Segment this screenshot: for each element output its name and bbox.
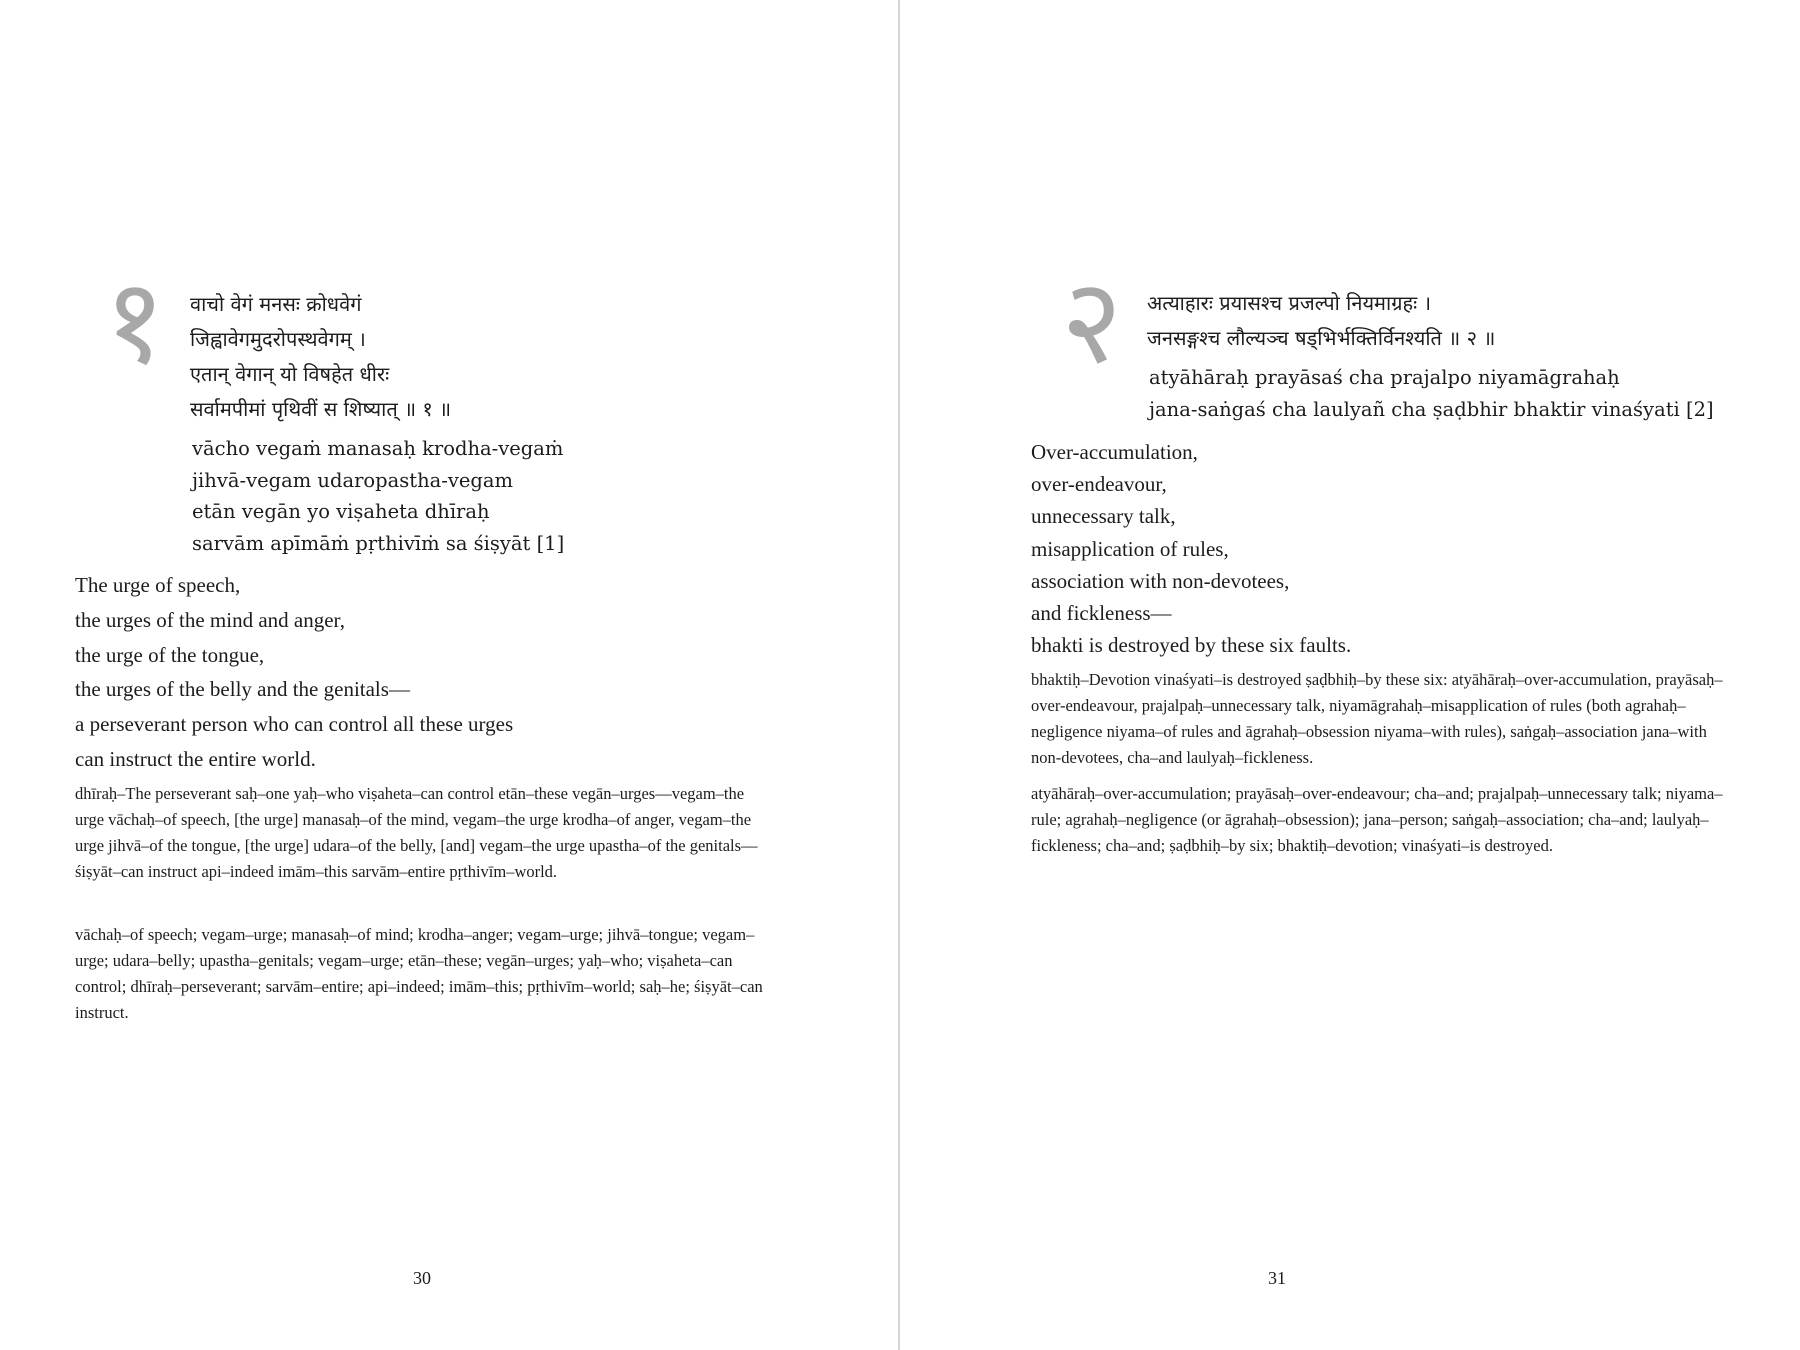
translation: [1031, 436, 1351, 661]
word-synonyms: atyāhāraḥ–over-accumulation; prayāsaḥ–over-endeavour; cha–and; prajalpaḥ–unnecessary talk; niyama–rule; agrahaḥ–negligence (or āgrahaḥ–obsession); jana–person; saṅgaḥ–association; cha–and; laulyaḥ–fickleness; cha–and; ṣaḍbhiḥ–by six; bhaktiḥ–devotion; vinaśyati–is destroyed.: [1031, 784, 1723, 855]
devanagari-line: जनसङ्गश्च लौल्यञ्च षड्भिर्भक्तिर्विनश्यति ॥ २ ॥: [1147, 326, 1496, 350]
translation-line: the urges of the belly and the genitals—: [75, 677, 410, 702]
devanagari-line: जिह्वावेगमुदरोपस्थवेगम् ।: [190, 327, 366, 351]
translation-line: and fickleness—: [1031, 601, 1172, 626]
translation-line: the urges of the mind and anger,: [75, 607, 345, 632]
prose-synonyms: bhaktiḥ–Devotion vinaśyati–is destroyed ṣaḍbhiḥ–by these six: atyāhāraḥ–over-accumulation, prayāsaḥ–over-endeavour, prajalpaḥ–unnecessary talk, niyamāgrahaḥ–misapplication of rules (both agrahaḥ–negligence niyama–of rules and āgrahaḥ–obsession niyama–with rules), saṅgaḥ–association jana–with non-devotees, cha–and laulyaḥ–fickleness.: [1031, 670, 1723, 767]
devanagari-line: सर्वामपीमां पृथिवीं स शिष्यात् ॥ १ ॥: [190, 397, 452, 421]
translation: [75, 568, 513, 777]
devanagari-verse: [1147, 286, 1495, 356]
right-page: [900, 0, 1800, 1350]
word-synonyms: vāchaḥ–of speech; vegam–urge; manasaḥ–of mind; krodha–anger; vegam–urge; jihvā–tongue; vegam–urge; udara–belly; upastha–genitals; vegam–urge; etān–these; vegān–urges; yaḥ–who; viṣaheta–can control; dhīraḥ–perseverant; sarvām–entire; api–indeed; imām–this; pṛthivīm–world; saḥ–he; śiṣyāt–can instruct.: [75, 925, 763, 1022]
verse-numeral: १: [104, 252, 166, 390]
devanagari-line: वाचो वेगं मनसः क्रोधवेगं: [190, 292, 362, 316]
devanagari-verse: [190, 287, 451, 427]
translation-line: association with non-devotees,: [1031, 568, 1290, 593]
transliteration-line: etān vegān yo viṣaheta dhīraḥ: [192, 500, 490, 523]
page-number: 31: [1268, 1268, 1286, 1288]
transliteration-line: vācho vegaṁ manasaḥ krodha-vegaṁ: [192, 437, 564, 460]
page-number: 30: [413, 1268, 431, 1288]
transliteration-line: atyāhāraḥ prayāsaś cha prajalpo niyamāgrahaḥ: [1149, 366, 1620, 389]
translation-line: The urge of speech,: [75, 573, 241, 597]
translation-line: bhakti is destroyed by these six faults.: [1031, 633, 1352, 658]
translation-line: a perseverant person who can control all these urges: [75, 712, 514, 737]
translation-line: the urge of the tongue,: [75, 642, 265, 667]
transliteration-line: jana-saṅgaś cha laulyañ cha ṣaḍbhir bhaktir vinaśyati [2]: [1149, 397, 1714, 421]
devanagari-line: अत्याहारः प्रयासश्च प्रजल्पो नियमाग्रहः ।: [1147, 291, 1432, 315]
devanagari-line: एतान् वेगान् यो विषहेत धीरः: [190, 362, 390, 386]
translation-line: misapplication of rules,: [1031, 536, 1229, 561]
translation-line: over-endeavour,: [1031, 472, 1167, 497]
translation-line: Over-accumulation,: [1031, 440, 1198, 464]
prose-synonyms: dhīraḥ–The perseverant saḥ–one yaḥ–who viṣaheta–can control etān–these vegān–urges—vegam–the urge vāchaḥ–of speech, [the urge] manasaḥ–of the mind, vegam–the urge krodha–of anger, vegam–the urge jihvā–of the tongue, [the urge] udara–of the belly, [and] vegam–the urge upastha–of the genitals— śiṣyāt–can instruct api–indeed imām–this sarvām–entire pṛthivīm–world.: [75, 784, 758, 881]
transliteration-line: sarvām apīmāṁ pṛthivīṁ sa śiṣyāt [1]: [192, 531, 565, 555]
transliteration-verse: [192, 433, 564, 559]
transliteration-line: jihvā-vegam udaropastha-vegam: [192, 468, 514, 492]
translation-line: unnecessary talk,: [1031, 504, 1176, 529]
translation-line: can instruct the entire world.: [75, 746, 316, 771]
verse-numeral: २: [1061, 252, 1123, 390]
left-page: [0, 0, 898, 1350]
transliteration-verse: [1149, 362, 1714, 425]
